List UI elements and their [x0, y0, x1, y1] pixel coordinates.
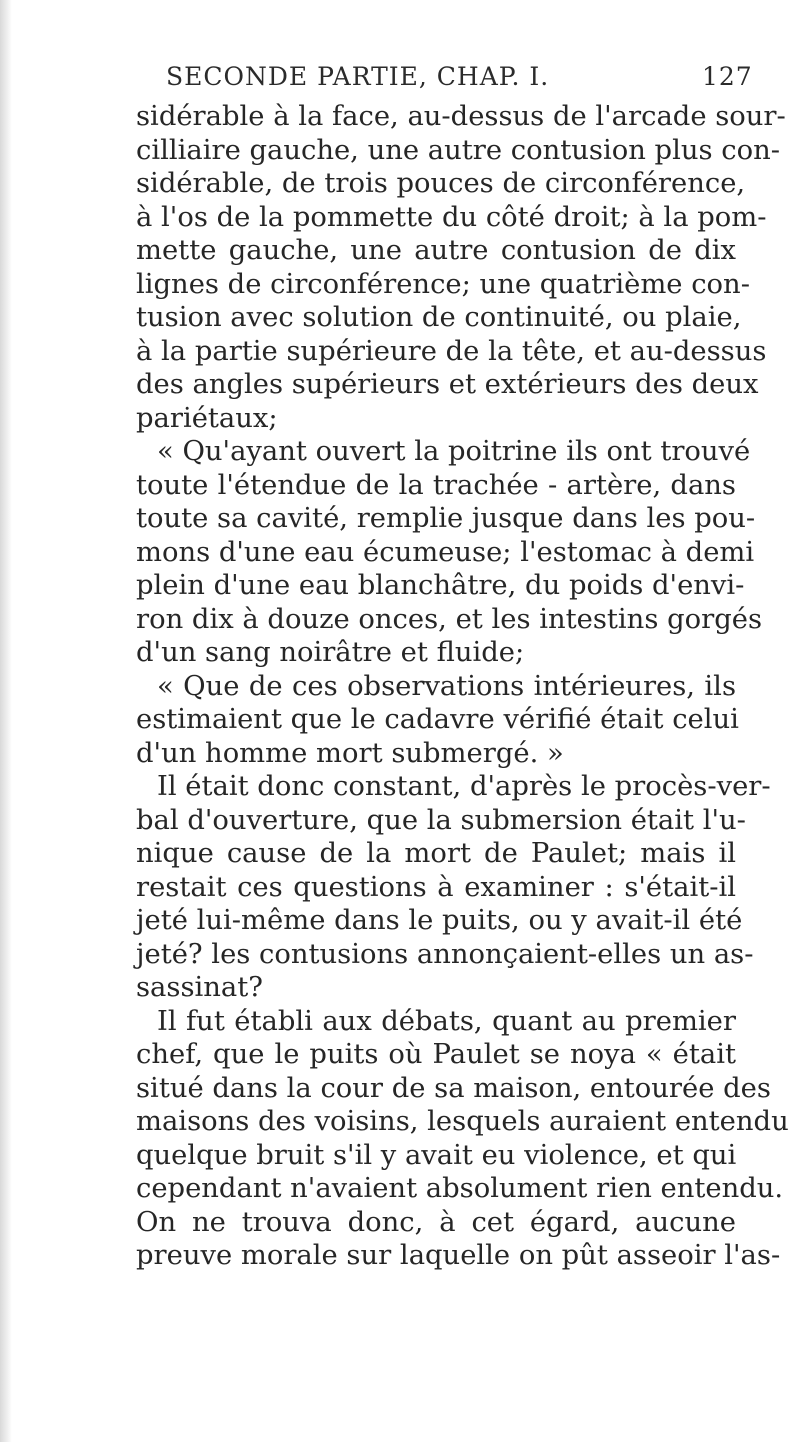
text-line: pariétaux;: [136, 402, 278, 434]
text-line: Il fut établi aux débats, quant au premier: [157, 1005, 736, 1037]
text-line: nique cause de la mort de Paulet; mais il: [136, 838, 736, 869]
text-line: sassinat?: [136, 972, 263, 1003]
text-line: plein d'une eau blanchâtre, du poids d'envi-: [136, 570, 745, 601]
text-line: jeté lui-même dans le puits, ou y avait-il été: [136, 905, 743, 936]
text-line: preuve morale sur laquelle on pût asseoir l'as-: [136, 1240, 781, 1271]
text-line: restait ces questions à examiner : s'était-il: [136, 871, 736, 903]
page-number: 127: [702, 62, 753, 91]
text-line: « Que de ces observations intérieures, ils: [157, 670, 736, 702]
text-line: « Qu'ayant ouvert la poitrine ils ont trouvé: [157, 436, 751, 467]
text-line: cilliaire gauche, une autre contusion plus con-: [136, 134, 780, 166]
text-line: maisons des voisins, lesquels auraient entendu: [136, 1106, 789, 1137]
text-line: mette gauche, une autre contusion de dix: [136, 235, 736, 266]
running-header: [166, 62, 753, 102]
text-line: à l'os de la pommette du côté droit; à la pom-: [136, 201, 767, 233]
text-line: des angles supérieurs et extérieurs des deux: [136, 369, 759, 400]
text-line: d'un sang noirâtre et fluide;: [136, 637, 525, 668]
text-line: jeté? les contusions annonçaient-elles un as-: [136, 938, 754, 970]
text-line: bal d'ouverture, que la submersion était l'u-: [136, 804, 746, 836]
text-line: sidérable, de trois pouces de circonférence,: [136, 168, 746, 199]
text-line: Il était donc constant, d'après le procès-ver-: [157, 771, 771, 802]
text-line: toute l'étendue de la trachée - artère, dans: [136, 469, 736, 501]
text-line: sidérable à la face, au-dessus de l'arcade sour-: [136, 101, 786, 132]
text-line: mons d'une eau écumeuse; l'estomac à demi: [136, 536, 755, 568]
text-line: cependant n'avaient absolument rien entendu.: [136, 1173, 784, 1204]
body-text: [136, 100, 789, 1273]
text-line: On ne trouva donc, à cet égard, aucune: [136, 1206, 736, 1238]
page-binding-edge: [0, 0, 12, 1442]
text-line: toute sa cavité, remplie jusque dans les pou-: [136, 503, 756, 534]
text-line: d'un homme mort submergé. »: [136, 737, 564, 769]
text-line: chef, que le puits où Paulet se noya « était: [136, 1039, 736, 1070]
text-line: estimaient que le cadavre vérifié était celui: [136, 704, 739, 735]
text-line: quelque bruit s'il y avait eu violence, et qui: [136, 1139, 737, 1171]
text-line: ron dix à douze onces, et les intestins gorgés: [136, 603, 762, 635]
text-line: situé dans la cour de sa maison, entourée des: [136, 1072, 771, 1104]
text-line: à la partie supérieure de la tête, et au-dessus: [136, 335, 767, 367]
text-line: lignes de circonférence; une quatrième con-: [136, 268, 750, 300]
text-line: tusion avec solution de continuité, ou plaie,: [136, 302, 742, 333]
running-title: SECONDE PARTIE, CHAP. I.: [166, 62, 550, 91]
